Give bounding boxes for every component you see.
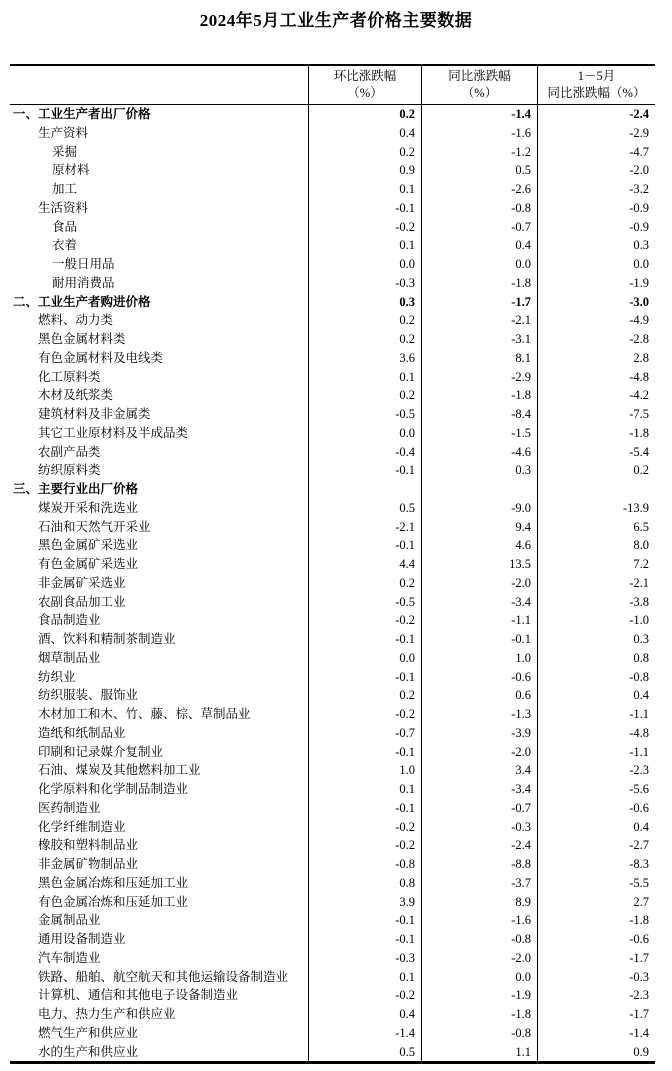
cell-mom: 4.4 [308, 555, 421, 574]
cell-yoy: 3.4 [421, 761, 537, 780]
table-row [10, 461, 655, 480]
table-row [10, 218, 655, 237]
row-label: 燃气生产和供应业 [38, 1025, 139, 1040]
cell-ytd: -1.9 [537, 274, 655, 293]
cell-ytd: -4.7 [537, 143, 655, 162]
row-label: 农副食品加工业 [38, 594, 126, 609]
row-label: 农副产品类 [38, 444, 101, 459]
cell-ytd: -2.4 [537, 105, 655, 124]
cell-mom: -0.3 [308, 274, 421, 293]
cell-ytd: -0.9 [537, 218, 655, 237]
row-label: 衣着 [52, 238, 78, 253]
cell-mom: 0.2 [308, 574, 421, 593]
row-label: 有色金属矿采选业 [38, 557, 139, 571]
cell-yoy: -4.6 [421, 443, 537, 462]
table-row [10, 630, 655, 649]
cell-yoy: -0.8 [421, 930, 537, 949]
cell-ytd: 2.7 [537, 893, 655, 912]
cell-ytd: -4.8 [537, 724, 655, 743]
cell-ytd: -1.4 [537, 1024, 655, 1043]
cell-mom: -0.1 [308, 630, 421, 649]
cell-mom: 3.9 [308, 893, 421, 912]
cell-yoy: -8.4 [421, 405, 537, 424]
table-row [10, 874, 655, 893]
table-row [10, 574, 655, 593]
cell-ytd: 7.2 [537, 555, 655, 574]
cell-yoy: -1.5 [421, 424, 537, 443]
row-label: 一般日用品 [52, 257, 115, 271]
header-mom-line1: 环比涨跌幅 [333, 68, 397, 83]
cell-yoy: -2.9 [421, 368, 537, 387]
cell-ytd: -1.7 [537, 1005, 655, 1024]
table-row [10, 480, 655, 499]
table-row [10, 686, 655, 705]
cell-mom: 0.0 [308, 424, 421, 443]
cell-yoy: 0.5 [421, 161, 537, 180]
cell-mom: -0.2 [308, 611, 421, 630]
cell-mom: 0.1 [308, 236, 421, 255]
table-row [10, 124, 655, 143]
table-row [10, 293, 655, 312]
table-row [10, 349, 655, 368]
cell-yoy: 13.5 [421, 555, 537, 574]
cell-mom: 0.3 [308, 293, 421, 312]
row-label: 食品 [52, 219, 78, 234]
cell-mom: -0.5 [308, 405, 421, 424]
cell-mom: 0.2 [308, 311, 421, 330]
row-label: 金属制品业 [38, 913, 101, 928]
cell-mom [308, 480, 421, 499]
cell-ytd: -4.9 [537, 311, 655, 330]
row-label: 水的生产和供应业 [38, 1044, 139, 1059]
cell-yoy: -1.8 [421, 1005, 537, 1024]
cell-yoy: -1.3 [421, 705, 537, 724]
cell-mom: 0.1 [308, 780, 421, 799]
row-label: 有色金属冶炼和压延加工业 [38, 894, 189, 909]
header-ytd-line2: 同比涨跌幅（%） [547, 86, 646, 100]
cell-ytd: 0.8 [537, 649, 655, 668]
cell-mom: 0.5 [308, 1043, 421, 1062]
row-label: 通用设备制造业 [38, 932, 126, 946]
row-label: 黑色金属矿采选业 [38, 538, 139, 553]
cell-yoy: -2.0 [421, 574, 537, 593]
cell-yoy: -3.1 [421, 330, 537, 349]
cell-ytd: 0.4 [537, 818, 655, 837]
table-row [10, 555, 655, 574]
table-row [10, 649, 655, 668]
cell-mom: -1.4 [308, 1024, 421, 1043]
cell-ytd: -2.1 [537, 574, 655, 593]
cell-yoy: -1.8 [421, 274, 537, 293]
table-row [10, 799, 655, 818]
table-row [10, 368, 655, 387]
cell-ytd: -4.2 [537, 386, 655, 405]
cell-ytd: 2.8 [537, 349, 655, 368]
cell-ytd: -0.6 [537, 799, 655, 818]
row-label: 纺织服装、服饰业 [38, 688, 139, 703]
cell-mom: 0.4 [308, 124, 421, 143]
cell-mom: -0.1 [308, 930, 421, 949]
table-row [10, 105, 655, 124]
cell-yoy: -0.8 [421, 199, 537, 218]
header-cell-yoy [421, 66, 537, 104]
table-row [10, 705, 655, 724]
cell-yoy: -0.1 [421, 630, 537, 649]
cell-mom: -0.2 [308, 818, 421, 837]
cell-ytd: -5.4 [537, 443, 655, 462]
cell-ytd: -3.0 [537, 293, 655, 312]
header-cell-ytd [537, 66, 655, 104]
cell-ytd: -3.2 [537, 180, 655, 199]
cell-yoy: 0.3 [421, 461, 537, 480]
row-label: 木材加工和木、竹、藤、棕、草制品业 [38, 707, 251, 721]
cell-ytd: 8.0 [537, 536, 655, 555]
table-row [10, 611, 655, 630]
table-row [10, 893, 655, 912]
cell-yoy: -0.7 [421, 799, 537, 818]
table-row [10, 761, 655, 780]
cell-yoy: -3.7 [421, 874, 537, 893]
cell-yoy: 0.4 [421, 236, 537, 255]
cell-yoy: -1.8 [421, 386, 537, 405]
row-label: 造纸和纸制品业 [38, 725, 126, 740]
cell-mom: 0.2 [308, 330, 421, 349]
cell-mom: 1.0 [308, 761, 421, 780]
cell-mom: 0.1 [308, 180, 421, 199]
table-row [10, 236, 655, 255]
row-label: 纺织业 [38, 669, 76, 684]
cell-ytd: -1.7 [537, 949, 655, 968]
cell-mom: -2.1 [308, 518, 421, 537]
row-label: 化学纤维制造业 [38, 819, 126, 834]
row-label: 石油和天然气开采业 [38, 519, 151, 534]
cell-ytd: 6.5 [537, 518, 655, 537]
cell-mom: 0.9 [308, 161, 421, 180]
cell-mom: 0.2 [308, 143, 421, 162]
cell-yoy: -9.0 [421, 499, 537, 518]
table-row [10, 930, 655, 949]
cell-ytd: -8.3 [537, 855, 655, 874]
table-body [10, 105, 655, 1061]
table-row [10, 330, 655, 349]
table-row [10, 1005, 655, 1024]
row-label: 建筑材料及非金属类 [38, 407, 151, 421]
table-row [10, 855, 655, 874]
cell-yoy: -1.9 [421, 986, 537, 1005]
cell-yoy: 4.6 [421, 536, 537, 555]
cell-ytd [537, 480, 655, 499]
cell-yoy: -1.6 [421, 124, 537, 143]
cell-ytd: -1.8 [537, 424, 655, 443]
row-label: 食品制造业 [38, 613, 101, 628]
table-row [10, 986, 655, 1005]
cell-mom: 0.2 [308, 386, 421, 405]
cell-yoy: -2.4 [421, 836, 537, 855]
cell-mom: 0.5 [308, 499, 421, 518]
cell-ytd: -5.6 [537, 780, 655, 799]
cell-mom: 0.0 [308, 255, 421, 274]
header-cell-rowlabel [10, 66, 308, 104]
row-label: 黑色金属冶炼和压延加工业 [38, 875, 189, 890]
cell-yoy: 1.0 [421, 649, 537, 668]
cell-yoy: -0.3 [421, 818, 537, 837]
cell-yoy: -1.6 [421, 911, 537, 930]
row-label: 加工 [52, 182, 78, 196]
row-label: 非金属矿采选业 [38, 575, 126, 590]
row-label: 煤炭开采和洗选业 [38, 500, 139, 515]
row-label: 橡胶和塑料制品业 [38, 838, 139, 853]
cell-yoy: 0.0 [421, 968, 537, 987]
table-row [10, 536, 655, 555]
table-row [10, 724, 655, 743]
cell-mom: -0.1 [308, 799, 421, 818]
cell-ytd: -3.8 [537, 593, 655, 612]
cell-yoy: 8.9 [421, 893, 537, 912]
cell-mom: -0.1 [308, 743, 421, 762]
cell-mom: -0.2 [308, 836, 421, 855]
cell-mom: -0.1 [308, 461, 421, 480]
row-label: 印刷和记录媒介复制业 [38, 744, 164, 759]
row-label: 二、工业生产者购进价格 [13, 294, 151, 309]
cell-yoy: -1.4 [421, 105, 537, 124]
cell-mom: -0.2 [308, 218, 421, 237]
cell-yoy: 9.4 [421, 518, 537, 537]
cell-mom: 3.6 [308, 349, 421, 368]
row-label: 酒、饮料和精制茶制造业 [38, 632, 176, 646]
table-row [10, 780, 655, 799]
table-row [10, 518, 655, 537]
cell-ytd: 0.9 [537, 1043, 655, 1062]
cell-yoy: 0.6 [421, 686, 537, 705]
row-label: 木材及纸浆类 [38, 388, 114, 403]
cell-yoy: -1.1 [421, 611, 537, 630]
table-row [10, 818, 655, 837]
row-label: 医药制造业 [38, 800, 101, 815]
cell-yoy: -3.4 [421, 780, 537, 799]
cell-mom: 0.2 [308, 105, 421, 124]
cell-mom: 0.4 [308, 1005, 421, 1024]
cell-yoy: 1.1 [421, 1043, 537, 1062]
header-ytd-line1: 1－5月 [577, 68, 616, 83]
cell-yoy: -2.0 [421, 949, 537, 968]
cell-mom: -0.1 [308, 668, 421, 687]
table-row [10, 968, 655, 987]
cell-mom: 0.1 [308, 368, 421, 387]
row-label: 烟草制品业 [38, 650, 101, 665]
table-row [10, 199, 655, 218]
row-label: 化工原料类 [38, 369, 101, 384]
cell-ytd: -1.8 [537, 911, 655, 930]
cell-yoy: -0.8 [421, 1024, 537, 1043]
table-row [10, 161, 655, 180]
cell-ytd: -0.9 [537, 199, 655, 218]
table-row [10, 274, 655, 293]
table-row [10, 1043, 655, 1062]
cell-mom: -0.2 [308, 705, 421, 724]
table-row [10, 911, 655, 930]
cell-mom: 0.2 [308, 686, 421, 705]
cell-mom: -0.8 [308, 855, 421, 874]
cell-mom: -0.2 [308, 986, 421, 1005]
cell-ytd: 0.0 [537, 255, 655, 274]
cell-mom: -0.3 [308, 949, 421, 968]
row-label: 一、工业生产者出厂价格 [13, 107, 151, 121]
row-label: 铁路、船舶、航空航天和其他运输设备制造业 [38, 969, 289, 984]
cell-yoy: -0.7 [421, 218, 537, 237]
row-label: 汽车制造业 [38, 950, 101, 965]
cell-mom: 0.8 [308, 874, 421, 893]
cell-yoy [421, 480, 537, 499]
row-label: 采掘 [52, 144, 78, 159]
row-label: 生产资料 [38, 125, 89, 140]
table-row [10, 668, 655, 687]
table-row [10, 1024, 655, 1043]
row-label: 三、主要行业出厂价格 [13, 482, 139, 496]
cell-mom: -0.1 [308, 911, 421, 930]
cell-yoy: -1.2 [421, 143, 537, 162]
cell-ytd: -2.3 [537, 986, 655, 1005]
cell-ytd: -2.0 [537, 161, 655, 180]
table-row [10, 499, 655, 518]
table-row [10, 386, 655, 405]
cell-mom: 0.0 [308, 649, 421, 668]
table-row [10, 180, 655, 199]
row-label: 原材料 [52, 163, 90, 178]
table-row [10, 405, 655, 424]
table-row [10, 311, 655, 330]
row-label: 有色金属材料及电线类 [38, 350, 164, 365]
page-title: 2024年5月工业生产者价格主要数据 [199, 11, 473, 30]
header-yoy-line1: 同比涨跌幅 [448, 68, 511, 83]
table-row [10, 949, 655, 968]
cell-yoy: -0.6 [421, 668, 537, 687]
cell-ytd: -1.1 [537, 743, 655, 762]
cell-ytd: 0.3 [537, 236, 655, 255]
cell-ytd: -2.7 [537, 836, 655, 855]
cell-yoy: -1.7 [421, 293, 537, 312]
cell-yoy: -3.9 [421, 724, 537, 743]
row-label: 燃料、动力类 [38, 313, 114, 328]
cell-ytd: -1.0 [537, 611, 655, 630]
cell-mom: -0.1 [308, 199, 421, 218]
cell-mom: -0.5 [308, 593, 421, 612]
cell-mom: 0.1 [308, 968, 421, 987]
cell-ytd: 0.3 [537, 630, 655, 649]
cell-yoy: -2.1 [421, 311, 537, 330]
row-label: 石油、煤炭及其他燃料加工业 [38, 763, 201, 778]
row-label: 纺织原料类 [38, 463, 101, 478]
cell-mom: -0.7 [308, 724, 421, 743]
cell-ytd: -0.8 [537, 668, 655, 687]
table-row [10, 743, 655, 762]
row-label: 耐用消费品 [52, 275, 115, 290]
cell-ytd: -2.9 [537, 124, 655, 143]
table-row [10, 255, 655, 274]
cell-ytd: -0.3 [537, 968, 655, 987]
price-table [10, 64, 655, 1064]
header-mom-line2: （%） [347, 86, 383, 100]
cell-ytd: -4.8 [537, 368, 655, 387]
cell-ytd: 0.4 [537, 686, 655, 705]
cell-ytd: -5.5 [537, 874, 655, 893]
cell-yoy: -3.4 [421, 593, 537, 612]
cell-yoy: 8.1 [421, 349, 537, 368]
header-cell-mom [308, 66, 421, 104]
cell-ytd: -1.1 [537, 705, 655, 724]
cell-ytd: 0.2 [537, 461, 655, 480]
cell-yoy: -2.0 [421, 743, 537, 762]
header-yoy-line2: （%） [461, 86, 498, 100]
cell-yoy: -2.6 [421, 180, 537, 199]
cell-ytd: -7.5 [537, 405, 655, 424]
table-row [10, 593, 655, 612]
cell-ytd: -0.6 [537, 930, 655, 949]
cell-ytd: -13.9 [537, 499, 655, 518]
cell-yoy: -8.8 [421, 855, 537, 874]
table-row [10, 443, 655, 462]
row-label: 计算机、通信和其他电子设备制造业 [38, 988, 239, 1003]
table-row [10, 143, 655, 162]
cell-mom: -0.4 [308, 443, 421, 462]
cell-ytd: -2.3 [537, 761, 655, 780]
cell-mom: -0.1 [308, 536, 421, 555]
row-label: 其它工业原材料及半成品类 [38, 425, 189, 440]
table-header [10, 66, 655, 105]
cell-ytd: -2.8 [537, 330, 655, 349]
row-label: 黑色金属材料类 [38, 332, 126, 346]
table-row [10, 836, 655, 855]
row-label: 电力、热力生产和供应业 [38, 1007, 176, 1021]
row-label: 生活资料 [38, 200, 89, 215]
table-row [10, 424, 655, 443]
row-label: 非金属矿物制品业 [38, 857, 139, 871]
row-label: 化学原料和化学制品制造业 [38, 782, 189, 796]
cell-yoy: 0.0 [421, 255, 537, 274]
